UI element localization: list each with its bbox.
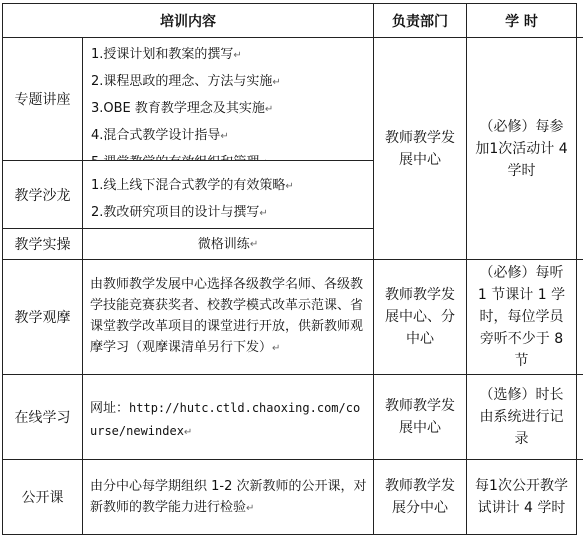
open-department [373,459,467,535]
observe-hours-text: （必修）每听 1 节课计 1 学时，每位学员旁听不少于 8 节 [477,265,566,369]
shared-department [373,37,467,260]
row-end-marker [577,259,583,260]
list-item-text: 2.教改研究项目的设计与撰写 [91,205,260,220]
header-hours: 学 时 [466,3,577,38]
observe-content: 由教师教学发展中心选择各级教学名师、各级教学技能竞赛获奖者、校教学模式改革示范课、省课堂教学改革项目的课堂进行开放，供新教师观摩学习（观摩课清单另行下发）↵ [82,259,374,375]
header-department: 负责部门 [373,3,467,38]
open-department-text: 教师教学发展分中心 [385,478,455,516]
list-item: 1.授课计划和教案的撰写↵ [91,47,242,62]
online-hours [466,374,577,460]
open-hours [466,459,577,535]
observe-hours [466,259,577,375]
observe-department-text: 教师教学发展中心、分中心 [385,287,455,347]
row-label-observe: 教学观摩 [2,259,83,375]
shared-hours-text: （必修）每参加1次活动计 4 学时 [475,118,568,179]
shared-department-text: 教师教学发展中心 [385,129,455,168]
list-item-text: 1.授课计划和教案的撰写 [91,47,234,62]
observe-department [373,259,467,375]
list-item: 2.课程思政的理念、方法与实施↵ [91,74,281,89]
row-label-salon: 教学沙龙 [2,160,83,229]
row-label-open: 公开课 [2,459,83,535]
list-item: 1.线上线下混合式教学的有效策略↵ [91,178,294,193]
open-content: 由分中心每学期组织 1-2 次新教师的公开课，对新教师的教学能力进行检验↵ [82,459,374,535]
open-text: 由分中心每学期组织 1-2 次新教师的公开课，对新教师的教学能力进行检验 [90,479,367,515]
row-label-practice: 教学实操 [2,228,83,260]
header-content: 培训内容 [2,3,374,38]
list-item-text: 2.课程思政的理念、方法与实施 [91,74,273,89]
online-content: 网址：http://hutc.ctld.chaoxing.com/course/newindex↵ [82,374,374,460]
salon-items [82,160,374,229]
open-hours-text: 每1次公开教学试讲计 4 学时 [475,478,568,516]
row-end-marker [577,374,583,375]
online-hours-text: （选修）时长由系统进行记录 [479,387,564,447]
practice-content: 微格训练 ↵ [82,228,374,260]
online-url-link[interactable]: http://hutc.ctld.chaoxing.com/course/newindex [90,401,361,438]
online-department-text: 教师教学发展中心 [385,398,455,436]
online-department [373,374,467,460]
practice-text: 微格训练 [197,236,250,252]
row-label-lecture: 专题讲座 [2,37,83,161]
list-item: 2.教改研究项目的设计与撰写↵ [91,205,268,220]
observe-text: 由教师教学发展中心选择各级教学名师、各级教学技能竞赛获奖者、校教学模式改革示范课、省课堂教学改革项目的课堂进行开放，供新教师观摩学习（观摩课清单另行下发） [90,277,364,355]
lecture-items [82,37,374,161]
online-prefix: 网址： [90,401,130,416]
list-item: 4.混合式教学设计指导↵ [91,128,229,143]
list-item-text: 1.线上线下混合式教学的有效策略 [91,178,286,193]
row-end-marker [577,37,583,38]
row-end-marker [577,459,583,460]
list-item-text: 4.混合式教学设计指导 [91,128,221,143]
list-item: 3.OBE 教育教学理念及其实施↵ [91,101,274,116]
list-item-text: 3.OBE 教育教学理念及其实施 [91,101,265,116]
shared-hours [466,37,577,260]
row-label-online: 在线学习 [2,374,83,460]
